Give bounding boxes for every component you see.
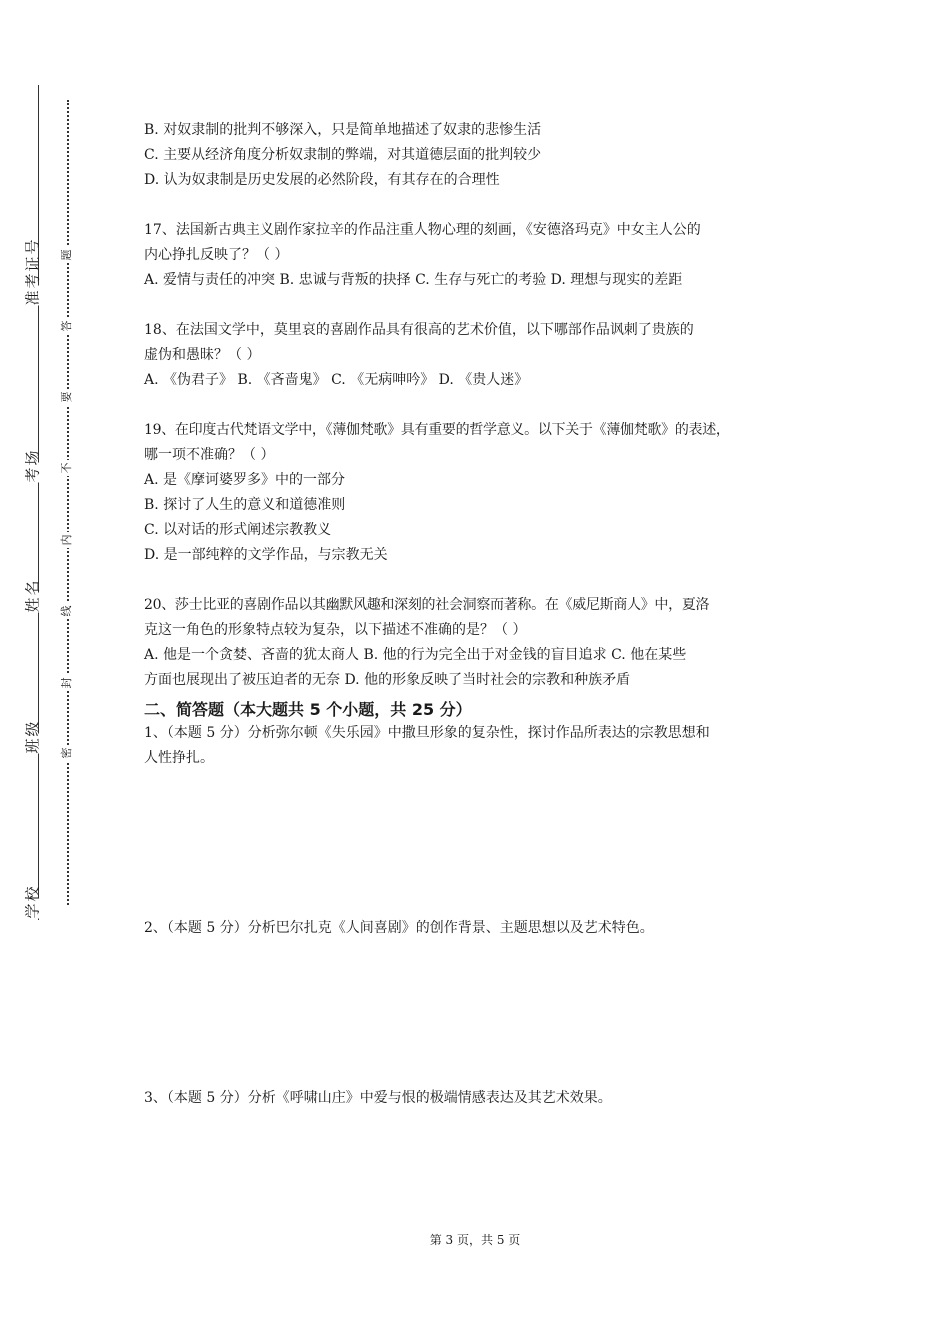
q18-text: 18、在法国文学中，莫里哀的喜剧作品具有很高的艺术价值，以下哪部作品讽刺了贵族的 — [144, 322, 694, 338]
field-exam-number-label: 准考证号 — [23, 237, 42, 306]
seal-char: 线 — [59, 603, 75, 619]
q17-options: A. 爱情与责任的冲突 B. 忠诚与背叛的抉择 C. 生存与死亡的考验 D. 理想与现实的差距 — [144, 272, 683, 288]
page-footer: 第 3 页，共 5 页 — [429, 1233, 521, 1247]
q19-option-a: A. 是《摩诃婆罗多》中的一部分 — [144, 472, 346, 488]
q20-options: 方面也展现出了被压迫者的无奈 D. 他的形象反映了当时社会的宗教和种族矛盾 — [144, 672, 631, 688]
seal-char: 密 — [59, 745, 75, 761]
q20-text: 20、莎士比亚的喜剧作品以其幽默风趣和深刻的社会洞察而著称。在《威尼斯商人》中，夏洛 — [144, 597, 710, 613]
q18-options: A. 《伪君子》 B. 《吝啬鬼》 C. 《无病呻吟》 D. 《贵人迷》 — [144, 372, 529, 388]
q19-text: 19、在印度古代梵语文学中，《薄伽梵歌》具有重要的哲学意义。以下关于《薄伽梵歌》的表述， — [144, 422, 730, 438]
q20-text: 克这一角色的形象特点较为复杂，以下描述不准确的是？（ ） — [144, 622, 527, 638]
seal-char: 内 — [59, 532, 75, 548]
binding-solid-line — [38, 85, 39, 920]
q19-text: 哪一项不准确？（ ） — [144, 447, 275, 463]
q16-option-b: B. 对奴隶制的批判不够深入，只是简单地描述了奴隶的悲惨生活 — [144, 122, 542, 138]
q19-option-b: B. 探讨了人生的意义和道德准则 — [144, 497, 346, 513]
short-answer-q3: 3、（本题 5 分）分析《呼啸山庄》中爱与恨的极端情感表达及其艺术效果。 — [144, 1090, 612, 1106]
seal-char: 封 — [59, 675, 75, 691]
field-name-label: 姓名 — [23, 578, 42, 613]
q20-options: A. 他是一个贪婪、吝啬的犹太商人 B. 他的行为完全出于对金钱的盲目追求 C. 他在某些 — [144, 647, 687, 663]
seal-char: 不 — [59, 460, 75, 476]
q17-text: 内心挣扎反映了？（ ） — [144, 247, 289, 263]
short-answer-q2: 2、（本题 5 分）分析巴尔扎克《人间喜剧》的创作背景、主题思想以及艺术特色。 — [144, 920, 654, 936]
seal-char: 要 — [59, 389, 75, 405]
q19-option-c: C. 以对话的形式阐述宗教教义 — [144, 522, 332, 538]
field-exam-room-label: 考场 — [23, 448, 42, 483]
q16-option-d: D. 认为奴隶制是历史发展的必然阶段，有其存在的合理性 — [144, 172, 500, 188]
field-class-label: 班级 — [23, 719, 42, 754]
exam-content — [144, 118, 814, 1111]
section-2-title: 二、简答题（本大题共 5 个小题，共 25 分） — [144, 700, 472, 719]
q16-option-c: C. 主要从经济角度分析奴隶制的弊端，对其道德层面的批判较少 — [144, 147, 542, 163]
short-answer-q1: 人性挣扎。 — [144, 750, 214, 766]
q18-text: 虚伪和愚昧？（ ） — [144, 347, 261, 363]
seal-char: 题 — [59, 247, 75, 263]
q19-option-d: D. 是一部纯粹的文学作品，与宗教无关 — [144, 547, 388, 563]
short-answer-q1: 1、（本题 5 分）分析弥尔顿《失乐园》中撒旦形象的复杂性，探讨作品所表达的宗教思想和 — [144, 725, 710, 741]
seal-char: 答 — [59, 318, 75, 334]
field-school-label: 学校 — [23, 884, 42, 919]
binding-dotted-line — [67, 100, 69, 905]
q17-text: 17、法国新古典主义剧作家拉辛的作品注重人物心理的刻画，《安德洛玛克》中女主人公的 — [144, 222, 701, 238]
